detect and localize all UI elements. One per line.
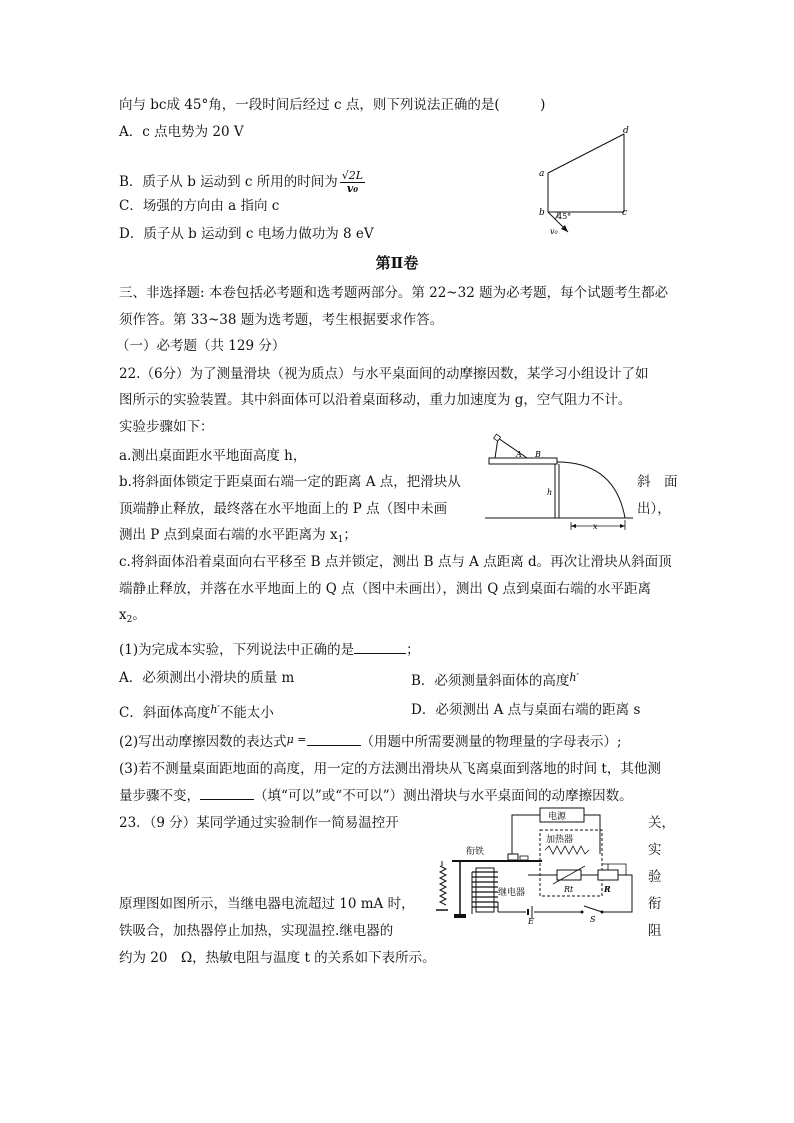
q23-line5-right: 阻 xyxy=(648,923,662,939)
q22-step-c2: 端静止释放，并落在水平地面上的 Q 点（图中未画出），测出 Q 点到桌面右端的水平距离 xyxy=(119,581,652,597)
battery-label: E xyxy=(528,917,534,924)
part3-subheading: （一）必考题（共 129 分） xyxy=(116,338,286,354)
q21-option-c: C．场强的方向由 a 指向 c xyxy=(119,198,280,214)
q23-line4: 原理图如图所示，当继电器电流超过 10 mA 时， xyxy=(119,896,415,912)
q21-stem-tail: 向与 bc成 45°角，一段时间后经过 c 点，则下列说法正确的是( ) xyxy=(119,97,546,113)
q22-step-b2-right: 出）， xyxy=(637,501,671,517)
time-fraction: $\frac{√2L}{\text{v₀}}$ xyxy=(341,169,364,195)
q23-line5: 铁吸合，加热器停止加热，实现温控.继电器的 xyxy=(119,923,394,939)
part3-line1: 三、非选择题: 本卷包括必考题和选考题两部分。第 22~32 题为必考题，每个试题考生都必 xyxy=(119,285,669,301)
q23-line1: 23．（9 分）某同学通过实验制作一简易温控开 xyxy=(119,815,399,831)
switch-label: S xyxy=(590,915,596,924)
power-label: 电源 xyxy=(548,812,567,822)
q22-line1: 22.（6分）为了测量滑块（视为质点）与水平桌面间的动摩擦因数，某学习小组设计了如 xyxy=(119,366,649,382)
q22-option-d: D．必须测出 A 点与桌面右端的距离 s xyxy=(411,702,641,718)
q22-option-a: A．必须测出小滑块的质量 m xyxy=(119,670,295,686)
q22-part2: (2)写出动摩擦因数的表达式$^{\mu =}$ （用题中所需要测量的物理量的字母表示）; xyxy=(119,733,622,750)
part3-line2: 须作答。第 33~38 题为选考题，考生根据要求作答。 xyxy=(119,312,444,328)
q23-line2-right: 实 xyxy=(648,842,662,858)
armature-label: 衔铁 xyxy=(466,847,485,857)
angle-label: 45° xyxy=(557,212,572,221)
q23-line6: 约为 20 Ω，热敏电阻与温度 t 的关系如下表所示。 xyxy=(119,950,436,966)
q23-line3-right: 验 xyxy=(648,869,662,885)
q22-part3-line2: 量步骤不变， （填“可以”或“不可以”）测出滑块与水平桌面间的动摩擦因数。 xyxy=(119,788,633,804)
h-label: h xyxy=(547,488,553,497)
q22-part3-line1: (3)若不测量桌面距地面的高度，用一定的方法测出滑块从飞离桌面到落地的时间 t，其他测 xyxy=(119,761,661,777)
q21-option-b: B．质子从 b 运动到 c 所用的时间为 $\frac{√2L}{\text{v₀}}$ xyxy=(119,169,364,195)
q22-option-b: B．必须测量斜面体的高度$^{h'}$ xyxy=(411,671,580,689)
point-b-label: b xyxy=(539,208,545,218)
velocity-label: v₀ xyxy=(550,227,558,236)
r-label: R xyxy=(604,884,611,894)
q21-option-a: A．c 点电势为 20 V xyxy=(119,124,244,140)
section-title: 第Ⅱ卷 xyxy=(375,254,419,272)
q22-part1: (1)为完成本实验，下列说法中正确的是 ； xyxy=(119,642,420,658)
q22-step-b2: 顶端静止释放，最终落在水平地面上的 P 点（图中未画 xyxy=(119,501,448,517)
heater-label: 加热器 xyxy=(546,835,574,845)
q22-steps-heading: 实验步骤如下： xyxy=(119,419,214,435)
q22-step-c1: c.将斜面体沿着桌面向右平移至 B 点并锁定，测出 B 点与 A 点距离 d。再次让滑块从斜面顶 xyxy=(119,554,672,570)
point-a-label: a xyxy=(539,169,545,179)
point-c-label: c xyxy=(622,208,628,218)
q22-step-b1-right: 斜 面 xyxy=(637,474,678,490)
q22-step-b3: 测出 P 点到桌面右端的水平距离为 $x_1$； xyxy=(119,527,357,545)
trapezoid-figure xyxy=(530,122,640,238)
q23-line1-right: 关， xyxy=(648,815,675,831)
relay-circuit-figure xyxy=(432,806,638,924)
incline-apparatus-figure xyxy=(485,432,635,532)
point-B-label: B xyxy=(535,450,541,459)
q21-option-d: D．质子从 b 运动到 c 电场力做功为 8 eV xyxy=(119,226,374,242)
q22-line2: 图所示的实验装置。其中斜面体可以沿着桌面移动，重力加速度为 g，空气阻力不计。 xyxy=(119,392,632,408)
relay-label: 继电器 xyxy=(498,888,526,898)
q22-option-c: C．斜面体高度$^{h'}$不能太小 xyxy=(119,703,274,721)
q22-step-a: a.测出桌面距水平地面高度 h， xyxy=(119,448,307,464)
q22-step-c3: $x_2$。 xyxy=(119,607,146,625)
point-d-label: d xyxy=(623,126,629,136)
point-A-label: A xyxy=(516,450,522,459)
q22-step-b1: b.将斜面体锁定于距桌面右端一定的距离 A 点，把滑块从 xyxy=(119,474,461,490)
x-label: x xyxy=(593,522,598,531)
rt-label: Rt xyxy=(564,885,574,894)
q23-line4-right: 衔 xyxy=(648,896,662,912)
